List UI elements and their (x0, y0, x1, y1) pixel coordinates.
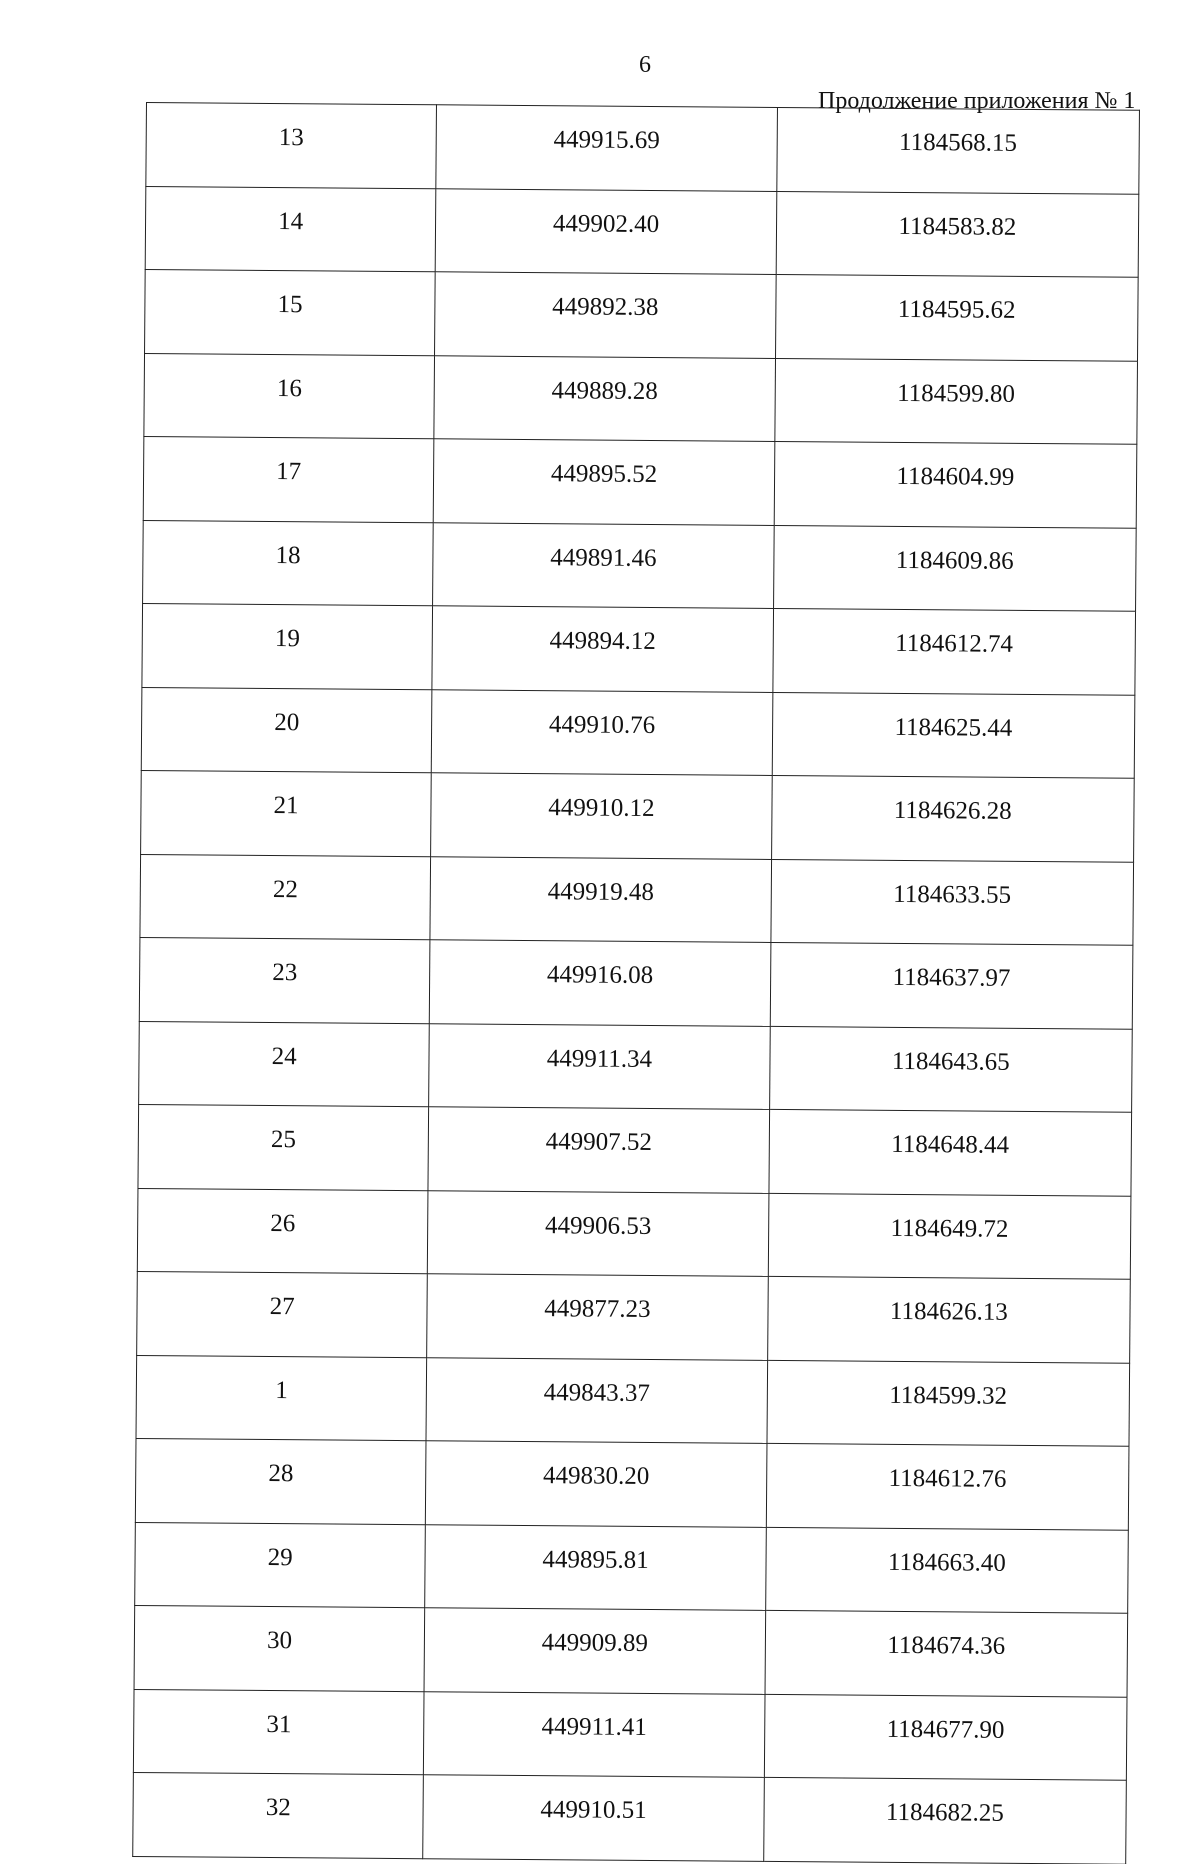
table-row (145, 269, 1139, 360)
point-number-cell: 19 (142, 603, 433, 689)
table-row (143, 520, 1137, 611)
table-row (134, 1605, 1128, 1696)
table-row (136, 1355, 1130, 1446)
point-number-cell: 13 (146, 103, 437, 189)
y-coordinate-cell: 1184663.40 (765, 1527, 1128, 1613)
y-coordinate-cell: 1184599.80 (774, 358, 1137, 444)
x-coordinate-cell: 449910.51 (423, 1775, 764, 1861)
table-row (133, 1772, 1127, 1863)
table-row (143, 436, 1137, 527)
table-row (140, 854, 1134, 945)
point-number-cell: 29 (135, 1522, 426, 1608)
point-number-cell: 21 (141, 770, 432, 856)
x-coordinate-cell: 449877.23 (427, 1274, 768, 1360)
y-coordinate-cell: 1184612.74 (773, 608, 1136, 694)
point-number-cell: 28 (135, 1438, 426, 1524)
table-row (146, 103, 1140, 194)
y-coordinate-cell: 1184625.44 (772, 692, 1135, 778)
y-coordinate-cell: 1184649.72 (768, 1193, 1131, 1279)
point-number-cell: 26 (137, 1188, 428, 1274)
y-coordinate-cell: 1184609.86 (773, 525, 1136, 611)
y-coordinate-cell: 1184637.97 (770, 942, 1133, 1028)
coordinates-table (132, 102, 1140, 1864)
y-coordinate-cell: 1184568.15 (776, 107, 1139, 193)
page-number: 6 (639, 52, 651, 78)
point-number-cell: 14 (145, 186, 436, 272)
x-coordinate-cell: 449892.38 (435, 272, 776, 358)
y-coordinate-cell: 1184626.13 (767, 1276, 1130, 1362)
x-coordinate-cell: 449910.12 (431, 773, 772, 859)
point-number-cell: 31 (133, 1689, 424, 1775)
x-coordinate-cell: 449902.40 (435, 188, 776, 274)
x-coordinate-cell: 449891.46 (433, 522, 774, 608)
table-row (139, 1021, 1133, 1112)
x-coordinate-cell: 449895.81 (425, 1524, 766, 1610)
table-row (133, 1689, 1127, 1780)
point-number-cell: 16 (144, 353, 435, 439)
table-row (139, 937, 1133, 1028)
table-row (137, 1271, 1131, 1362)
point-number-cell: 25 (138, 1104, 429, 1190)
table-row (138, 1104, 1132, 1195)
table-row (141, 687, 1135, 778)
y-coordinate-cell: 1184583.82 (776, 191, 1139, 277)
x-coordinate-cell: 449894.12 (432, 606, 773, 692)
x-coordinate-cell: 449909.89 (424, 1608, 765, 1694)
point-number-cell: 23 (139, 937, 430, 1023)
x-coordinate-cell: 449915.69 (436, 105, 777, 191)
x-coordinate-cell: 449906.53 (428, 1190, 769, 1276)
x-coordinate-cell: 449889.28 (434, 355, 775, 441)
table-row (137, 1188, 1131, 1279)
table-row (141, 770, 1135, 861)
y-coordinate-cell: 1184677.90 (764, 1694, 1127, 1780)
x-coordinate-cell: 449843.37 (426, 1357, 767, 1443)
y-coordinate-cell: 1184633.55 (771, 859, 1134, 945)
point-number-cell: 32 (133, 1772, 424, 1858)
appendix-caption: Продолжение приложения № 1 (818, 88, 1136, 114)
x-coordinate-cell: 449911.41 (424, 1691, 765, 1777)
x-coordinate-cell: 449895.52 (433, 439, 774, 525)
point-number-cell: 24 (139, 1021, 430, 1107)
table-row (135, 1522, 1129, 1613)
y-coordinate-cell: 1184674.36 (765, 1610, 1128, 1696)
y-coordinate-cell: 1184682.25 (763, 1777, 1126, 1863)
x-coordinate-cell: 449907.52 (428, 1107, 769, 1193)
y-coordinate-cell: 1184599.32 (767, 1360, 1130, 1446)
point-number-cell: 18 (143, 520, 434, 606)
point-number-cell: 15 (145, 269, 436, 355)
coordinates-table-body (133, 103, 1140, 1864)
y-coordinate-cell: 1184626.28 (771, 775, 1134, 861)
point-number-cell: 20 (141, 687, 432, 773)
x-coordinate-cell: 449910.76 (432, 689, 773, 775)
y-coordinate-cell: 1184643.65 (769, 1026, 1132, 1112)
table-row (144, 353, 1138, 444)
x-coordinate-cell: 449916.08 (430, 940, 771, 1026)
y-coordinate-cell: 1184648.44 (769, 1109, 1132, 1195)
table-row (142, 603, 1136, 694)
point-number-cell: 27 (137, 1271, 428, 1357)
x-coordinate-cell: 449830.20 (426, 1441, 767, 1527)
point-number-cell: 22 (140, 854, 431, 940)
point-number-cell: 1 (136, 1355, 427, 1441)
point-number-cell: 17 (143, 436, 434, 522)
y-coordinate-cell: 1184604.99 (774, 441, 1137, 527)
x-coordinate-cell: 449919.48 (430, 856, 771, 942)
table-row (145, 186, 1139, 277)
point-number-cell: 30 (134, 1605, 425, 1691)
table-row (135, 1438, 1129, 1529)
y-coordinate-cell: 1184612.76 (766, 1443, 1129, 1529)
y-coordinate-cell: 1184595.62 (775, 274, 1138, 360)
x-coordinate-cell: 449911.34 (429, 1023, 770, 1109)
